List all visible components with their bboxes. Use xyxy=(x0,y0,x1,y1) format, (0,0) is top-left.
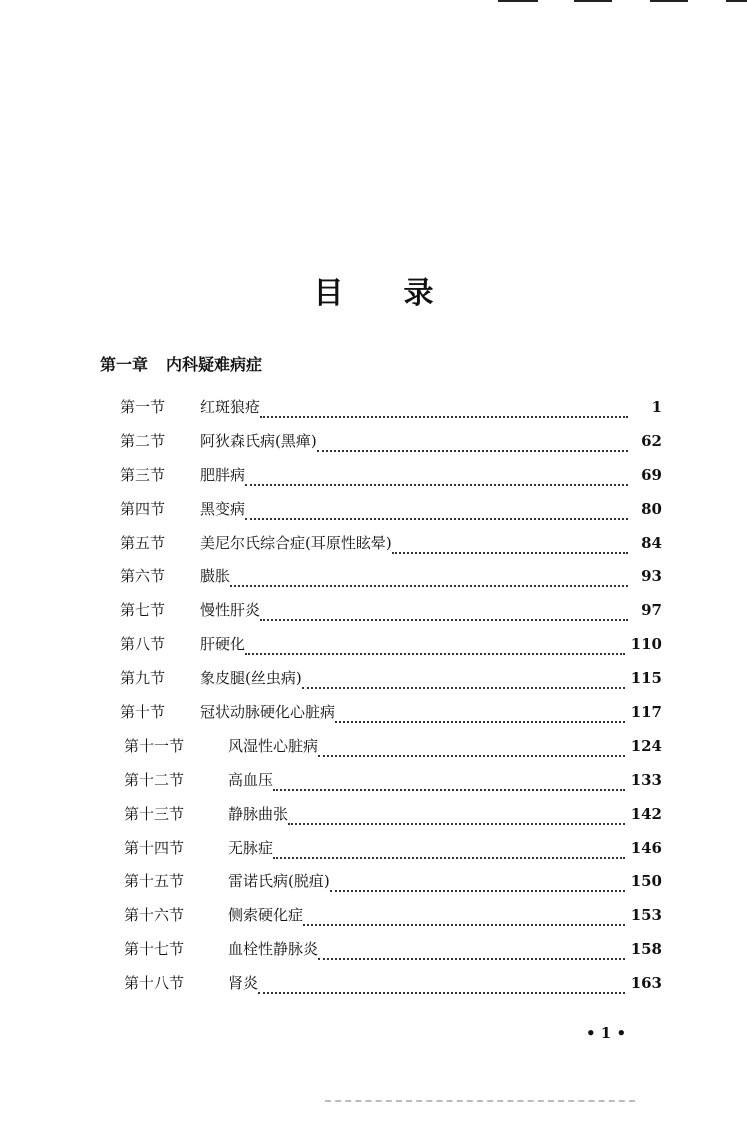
leader-dots xyxy=(303,924,625,926)
leader-dots xyxy=(288,823,625,825)
page-number: 163 xyxy=(630,974,662,993)
toc-entry[interactable] xyxy=(120,532,662,566)
leader-dots xyxy=(302,687,625,689)
scan-top-rule xyxy=(650,0,688,2)
section-name: 美尼尔氏综合症(耳原性眩晕) xyxy=(200,533,392,552)
footer-page-number: • 1 • xyxy=(586,1024,627,1042)
page-number: 1 xyxy=(651,398,662,416)
section-name: 无脉症 xyxy=(228,838,274,857)
section-name: 肝硬化 xyxy=(200,635,246,654)
leader-dots xyxy=(273,857,625,859)
toc-entry[interactable] xyxy=(120,972,662,1006)
section-label: 第九节 xyxy=(120,669,166,688)
title-char-2: 录 xyxy=(403,276,434,311)
section-name: 象皮腿(丝虫病) xyxy=(200,669,302,688)
chapter-number: 第一章 xyxy=(100,355,149,374)
leader-dots xyxy=(392,552,628,554)
page-number: 142 xyxy=(630,804,662,823)
section-label: 第四节 xyxy=(120,499,166,518)
toc-entry[interactable] xyxy=(120,938,662,972)
toc-entry[interactable] xyxy=(120,565,662,599)
scan-artifact xyxy=(325,1098,635,1102)
page-number: 150 xyxy=(630,872,662,891)
section-label: 第十四节 xyxy=(124,838,185,857)
section-label: 第十一节 xyxy=(124,736,185,755)
page-number: 153 xyxy=(630,906,662,925)
section-name: 风湿性心脏病 xyxy=(228,736,319,755)
scan-top-rule xyxy=(574,0,612,2)
leader-dots xyxy=(318,755,625,757)
toc-entry[interactable] xyxy=(120,701,662,735)
section-label: 第十八节 xyxy=(124,974,185,993)
section-label: 第十二节 xyxy=(124,770,185,789)
section-name: 阿狄森氏病(黑瘅) xyxy=(200,431,317,450)
toc-entry[interactable] xyxy=(120,870,662,904)
section-name: 雷诺氏病(脱疽) xyxy=(228,872,330,891)
section-label: 第十五节 xyxy=(124,872,185,891)
leader-dots xyxy=(260,416,628,418)
toc-entry[interactable] xyxy=(120,735,662,769)
page-number: 62 xyxy=(641,431,662,450)
leader-dots xyxy=(230,585,628,587)
section-name: 静脉曲张 xyxy=(228,804,289,823)
title-char-1: 目 xyxy=(313,276,344,311)
section-name: 血栓性静脉炎 xyxy=(228,940,319,959)
toc-entry[interactable] xyxy=(120,599,662,633)
toc-entry[interactable] xyxy=(120,633,662,667)
page-number: 93 xyxy=(641,567,662,586)
toc-entry[interactable] xyxy=(120,904,662,938)
section-name: 慢性肝炎 xyxy=(200,601,261,620)
scan-top-rule xyxy=(726,0,747,2)
section-label: 第七节 xyxy=(120,601,166,620)
page-number: 84 xyxy=(641,533,662,552)
chapter-name: 内科疑难病症 xyxy=(166,355,263,374)
page-number: 146 xyxy=(630,838,662,857)
section-name: 冠状动脉硬化心脏病 xyxy=(200,703,336,722)
page-number: 124 xyxy=(630,736,662,755)
chapter-heading xyxy=(100,352,262,375)
section-label: 第十三节 xyxy=(124,804,185,823)
toc-entry[interactable] xyxy=(120,667,662,701)
section-name: 肾炎 xyxy=(228,974,259,993)
page-number: 80 xyxy=(641,499,662,518)
section-label: 第五节 xyxy=(120,533,166,552)
toc-entry[interactable] xyxy=(120,803,662,837)
section-label: 第十六节 xyxy=(124,906,185,925)
page-number: 117 xyxy=(630,703,662,722)
leader-dots xyxy=(317,450,628,452)
leader-dots xyxy=(245,484,628,486)
section-name: 红斑狼疮 xyxy=(200,398,261,416)
toc-entry[interactable] xyxy=(120,837,662,871)
toc-entry[interactable] xyxy=(120,498,662,532)
page-title xyxy=(0,268,747,312)
section-name: 高血压 xyxy=(228,770,274,789)
page-number: 133 xyxy=(630,770,662,789)
toc-entry[interactable] xyxy=(120,430,662,464)
page-number: 69 xyxy=(641,465,662,484)
section-label: 第三节 xyxy=(120,465,166,484)
leader-dots xyxy=(335,721,625,723)
page-number: 115 xyxy=(630,669,662,688)
page-number: 158 xyxy=(630,940,662,959)
section-name: 侧索硬化症 xyxy=(228,906,304,925)
page-number: 110 xyxy=(630,635,662,654)
section-label: 第一节 xyxy=(120,398,166,416)
scan-top-rule xyxy=(498,0,538,2)
page-number: 97 xyxy=(641,601,662,620)
leader-dots xyxy=(260,619,628,621)
toc-entry[interactable] xyxy=(120,769,662,803)
section-label: 第二节 xyxy=(120,431,166,450)
toc-entry[interactable] xyxy=(120,464,662,498)
toc-entry[interactable] xyxy=(120,396,662,430)
leader-dots xyxy=(258,992,625,994)
section-label: 第八节 xyxy=(120,635,166,654)
section-name: 黑变病 xyxy=(200,499,246,518)
leader-dots xyxy=(273,789,625,791)
table-of-contents xyxy=(120,396,662,1006)
leader-dots xyxy=(245,653,625,655)
leader-dots xyxy=(318,958,625,960)
leader-dots xyxy=(330,890,625,892)
section-label: 第十七节 xyxy=(124,940,185,959)
section-name: 臌胀 xyxy=(200,567,231,586)
leader-dots xyxy=(245,518,628,520)
section-label: 第六节 xyxy=(120,567,166,586)
section-name: 肥胖病 xyxy=(200,465,246,484)
section-label: 第十节 xyxy=(120,703,166,722)
